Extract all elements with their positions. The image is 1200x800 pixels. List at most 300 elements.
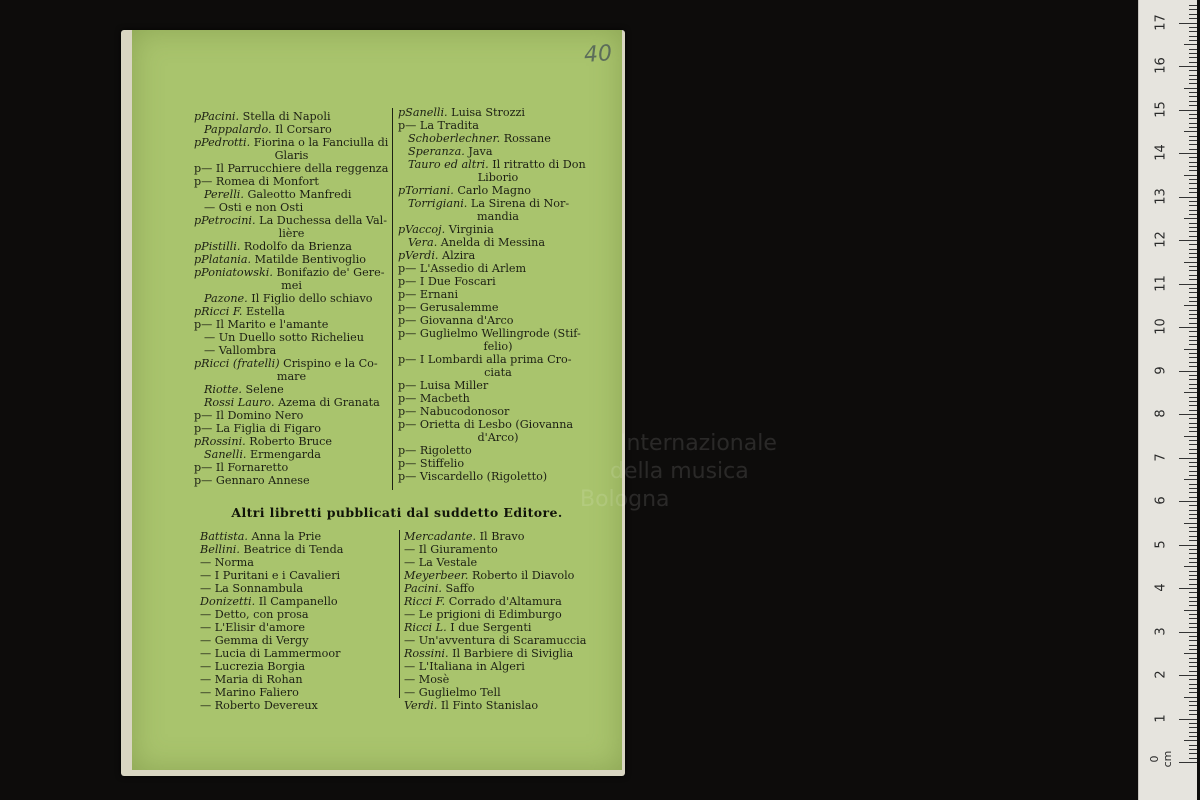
ruler-tick xyxy=(1189,449,1197,450)
ruler-tick xyxy=(1189,96,1197,97)
work-title: Il Figlio dello schiavo xyxy=(247,292,373,305)
catalog-entry xyxy=(398,119,598,132)
work-title: Estella xyxy=(242,305,285,318)
work-title: Il ritratto di Don xyxy=(488,158,586,171)
ruler-tick xyxy=(1189,714,1197,715)
catalog-entry xyxy=(398,132,598,145)
ruler-tick xyxy=(1189,297,1197,298)
ruler-tick xyxy=(1189,531,1197,532)
ruler-tick xyxy=(1189,288,1197,289)
work-title: p— Il Domino Nero xyxy=(194,409,304,422)
work-title: Il Finto Stanislao xyxy=(437,699,539,712)
work-title: — Il Giuramento xyxy=(404,543,498,556)
ruler-tick xyxy=(1179,588,1197,589)
work-title: p— Giovanna d'Arco xyxy=(398,314,514,327)
ruler-tick xyxy=(1189,662,1197,663)
ruler-tick xyxy=(1184,88,1197,89)
work-title: Galeotto Manfredi xyxy=(243,188,352,201)
ruler-number: 10 xyxy=(1153,318,1169,335)
work-title: ciata xyxy=(484,366,512,379)
ruler-tick xyxy=(1179,719,1197,720)
ruler-tick xyxy=(1189,614,1197,615)
column-divider-bottom xyxy=(399,530,400,698)
ruler-tick xyxy=(1189,623,1197,624)
catalog-entry xyxy=(194,383,389,396)
composer-name: Ricci L. xyxy=(404,621,447,634)
ruler-tick xyxy=(1189,201,1197,202)
ruler-tick xyxy=(1179,110,1197,111)
work-title: p— Gennaro Annese xyxy=(194,474,310,487)
work-title: lière xyxy=(278,227,305,240)
catalog-entry xyxy=(404,608,604,621)
ruler-number: 16 xyxy=(1153,57,1169,74)
ruler-tick xyxy=(1179,632,1197,633)
work-title: — Vallombra xyxy=(204,344,277,357)
work-title: — Gemma di Vergy xyxy=(200,634,309,647)
ruler-tick xyxy=(1189,679,1197,680)
catalog-entry xyxy=(194,435,389,448)
ruler-tick xyxy=(1189,597,1197,598)
composer-name: Pacini. xyxy=(404,582,442,595)
ruler-tick xyxy=(1179,675,1197,676)
ruler-tick xyxy=(1189,497,1197,498)
work-title: — Lucia di Lammermoor xyxy=(200,647,341,660)
ruler-tick xyxy=(1189,379,1197,380)
ruler-tick xyxy=(1179,66,1197,67)
catalog-entry xyxy=(194,474,389,487)
work-title: Il Bravo xyxy=(476,530,525,543)
ruler-tick xyxy=(1189,488,1197,489)
work-title: p— Romea di Monfort xyxy=(194,175,319,188)
catalog-entry xyxy=(194,162,389,175)
measuring-ruler xyxy=(1138,0,1197,800)
catalog-entry xyxy=(200,660,390,673)
handwritten-page-number: 40 xyxy=(583,41,613,68)
catalog-entry xyxy=(200,634,390,647)
work-title: p— Guglielmo Wellingrode (Stif- xyxy=(398,327,581,340)
ruler-tick xyxy=(1189,736,1197,737)
ruler-number: 0 cm xyxy=(1148,750,1174,768)
catalog-entry xyxy=(194,292,389,305)
ruler-number: 2 xyxy=(1153,670,1169,679)
catalog-entry xyxy=(398,197,598,210)
ruler-tick xyxy=(1184,436,1197,437)
ruler-tick xyxy=(1189,571,1197,572)
ruler-tick xyxy=(1189,344,1197,345)
work-title: p— Nabucodonosor xyxy=(398,405,510,418)
ruler-tick xyxy=(1189,179,1197,180)
ruler-tick xyxy=(1184,305,1197,306)
ruler-tick xyxy=(1184,175,1197,176)
composer-name: Riotte. xyxy=(204,383,242,396)
catalog-entry xyxy=(200,621,390,634)
ruler-tick xyxy=(1189,553,1197,554)
catalog-entry xyxy=(194,448,389,461)
work-title: La Duchessa della Val- xyxy=(255,214,388,227)
work-title: — Un'avventura di Scaramuccia xyxy=(404,634,587,647)
composer-name: pSanelli. xyxy=(398,106,448,119)
catalog-entry xyxy=(398,366,598,379)
catalog-entry xyxy=(194,188,389,201)
ruler-number: 4 xyxy=(1153,583,1169,592)
catalog-entry xyxy=(398,392,598,405)
ruler-tick xyxy=(1179,23,1197,24)
work-title: Roberto Bruce xyxy=(245,435,333,448)
work-title: — La Sonnambula xyxy=(200,582,304,595)
ruler-tick xyxy=(1189,701,1197,702)
catalog-entry xyxy=(398,301,598,314)
work-title: Saffo xyxy=(441,582,475,595)
work-title: — Norma xyxy=(200,556,254,569)
ruler-number: 5 xyxy=(1153,539,1169,549)
work-title: — Guglielmo Tell xyxy=(404,686,501,699)
ruler-tick xyxy=(1189,431,1197,432)
catalog-entry xyxy=(194,201,389,214)
ruler-tick xyxy=(1184,740,1197,741)
ruler-tick xyxy=(1189,536,1197,537)
ruler-tick xyxy=(1189,627,1197,628)
catalog-entry xyxy=(194,318,389,331)
ruler-tick xyxy=(1189,53,1197,54)
ruler-number: 13 xyxy=(1153,187,1169,205)
catalog-entry xyxy=(194,344,389,357)
ruler-tick xyxy=(1179,458,1197,459)
ruler-tick xyxy=(1189,340,1197,341)
catalog-entry xyxy=(200,569,390,582)
ruler-tick xyxy=(1189,758,1197,759)
ruler-tick xyxy=(1189,444,1197,445)
work-title: Rossane xyxy=(500,132,551,145)
catalog-entry xyxy=(194,110,389,123)
work-title: — Roberto Devereux xyxy=(200,699,318,712)
catalog-entry xyxy=(404,647,604,660)
work-title: — Osti e non Osti xyxy=(204,201,304,214)
ruler-tick xyxy=(1184,479,1197,480)
ruler-tick xyxy=(1189,601,1197,602)
composer-name: Vera. xyxy=(408,236,438,249)
ruler-tick xyxy=(1184,392,1197,393)
watermark xyxy=(540,430,840,514)
work-title: p— Stiffelio xyxy=(398,457,465,470)
composer-name: Rossi Lauro. xyxy=(204,396,275,409)
work-title: Roberto il Diavolo xyxy=(468,569,575,582)
composer-name: pPetrocini. xyxy=(194,214,256,227)
work-title: — Le prigioni di Edimburgo xyxy=(404,608,562,621)
work-title: p— L'Assedio di Arlem xyxy=(398,262,527,275)
ruler-tick xyxy=(1189,384,1197,385)
catalog-entry xyxy=(200,543,390,556)
composer-name: Verdi. xyxy=(404,699,438,712)
catalog-entry xyxy=(398,171,598,184)
ruler-tick xyxy=(1184,697,1197,698)
work-title: I due Sergenti xyxy=(446,621,532,634)
ruler-tick xyxy=(1189,118,1197,119)
ruler-tick xyxy=(1184,131,1197,132)
right-column-bottom xyxy=(404,530,604,712)
catalog-entry xyxy=(200,608,390,621)
catalog-entry xyxy=(404,530,604,543)
ruler-tick xyxy=(1189,75,1197,76)
composer-name: pPistilli. xyxy=(194,240,241,253)
work-title: p— I Lombardi alla prima Cro- xyxy=(398,353,572,366)
ruler-tick xyxy=(1189,127,1197,128)
work-title: Glaris xyxy=(274,149,309,162)
ruler-tick xyxy=(1189,357,1197,358)
composer-name: Meyerbeer. xyxy=(404,569,469,582)
ruler-tick xyxy=(1184,523,1197,524)
work-title: p— I Due Foscari xyxy=(398,275,496,288)
ruler-tick xyxy=(1189,231,1197,232)
ruler-number: 12 xyxy=(1153,231,1169,248)
catalog-entry xyxy=(404,686,604,699)
catalog-entry xyxy=(398,379,598,392)
ruler-tick xyxy=(1184,566,1197,567)
catalog-entry xyxy=(398,405,598,418)
ruler-tick xyxy=(1179,240,1197,241)
composer-name: pRicci (fratelli) xyxy=(194,357,280,370)
ruler-tick xyxy=(1189,423,1197,424)
ruler-tick xyxy=(1189,292,1197,293)
ruler-tick xyxy=(1179,327,1197,328)
ruler-tick xyxy=(1189,105,1197,106)
ruler-tick xyxy=(1189,266,1197,267)
catalog-entry xyxy=(398,223,598,236)
ruler-tick xyxy=(1179,501,1197,502)
ruler-tick xyxy=(1179,371,1197,372)
ruler-tick xyxy=(1189,362,1197,363)
ruler-tick xyxy=(1189,244,1197,245)
watermark-line: Internazionale xyxy=(620,431,777,456)
catalog-entry xyxy=(200,582,390,595)
catalog-entry xyxy=(404,543,604,556)
composer-name: pRossini. xyxy=(194,435,246,448)
catalog-entry xyxy=(398,249,598,262)
ruler-tick xyxy=(1189,579,1197,580)
work-title: Anelda di Messina xyxy=(437,236,545,249)
catalog-entry xyxy=(398,184,598,197)
work-title: mare xyxy=(276,370,307,383)
ruler-tick xyxy=(1189,440,1197,441)
work-title: Il Barbiere di Siviglia xyxy=(448,647,574,660)
catalog-entry xyxy=(398,145,598,158)
ruler-number: 3 xyxy=(1153,626,1169,636)
composer-name: Rossini. xyxy=(404,647,449,660)
ruler-tick xyxy=(1184,262,1197,263)
ruler-tick xyxy=(1189,505,1197,506)
catalog-entry xyxy=(404,582,604,595)
watermark-line: Bologna xyxy=(580,487,670,512)
ruler-tick xyxy=(1179,153,1197,154)
catalog-entry xyxy=(194,136,389,149)
ruler-tick xyxy=(1189,410,1197,411)
ruler-tick xyxy=(1189,401,1197,402)
work-title: Corrado d'Altamura xyxy=(445,595,562,608)
ruler-tick xyxy=(1189,562,1197,563)
ruler-number: 8 xyxy=(1153,409,1169,418)
work-title: Fiorina o la Fanciulla di xyxy=(250,136,389,149)
ruler-tick xyxy=(1189,253,1197,254)
work-title: Luisa Strozzi xyxy=(447,106,525,119)
work-title: p— Macbeth xyxy=(398,392,470,405)
ruler-tick xyxy=(1184,610,1197,611)
work-title: Il Corsaro xyxy=(271,123,332,136)
work-title: Matilde Bentivoglio xyxy=(251,253,367,266)
ruler-tick xyxy=(1189,375,1197,376)
catalog-entry xyxy=(194,396,389,409)
ruler-tick xyxy=(1189,418,1197,419)
ruler-tick xyxy=(1189,484,1197,485)
ruler-tick xyxy=(1189,749,1197,750)
ruler-tick xyxy=(1189,558,1197,559)
ruler-tick xyxy=(1189,331,1197,332)
work-title: Ermengarda xyxy=(246,448,321,461)
ruler-number: 15 xyxy=(1153,100,1169,118)
ruler-tick xyxy=(1189,79,1197,80)
ruler-tick xyxy=(1189,592,1197,593)
left-column-bottom xyxy=(200,530,390,712)
catalog-entry xyxy=(194,422,389,435)
catalog-entry xyxy=(398,106,598,119)
ruler-tick xyxy=(1189,336,1197,337)
catalog-entry xyxy=(194,461,389,474)
ruler-number: 9 xyxy=(1153,365,1169,375)
work-title: Carlo Magno xyxy=(453,184,532,197)
catalog-entry xyxy=(398,262,598,275)
ruler-tick xyxy=(1189,658,1197,659)
ruler-tick xyxy=(1189,236,1197,237)
ruler-tick xyxy=(1189,249,1197,250)
catalog-entry xyxy=(398,340,598,353)
catalog-entry xyxy=(200,686,390,699)
ruler-tick xyxy=(1189,397,1197,398)
ruler-number: 6 xyxy=(1153,496,1169,505)
work-title: Liborio xyxy=(477,171,519,184)
ruler-tick xyxy=(1189,188,1197,189)
ruler-tick xyxy=(1189,462,1197,463)
ruler-tick xyxy=(1189,18,1197,19)
ruler-tick xyxy=(1189,427,1197,428)
ruler-tick xyxy=(1189,136,1197,137)
catalog-entry xyxy=(404,634,604,647)
catalog-entry xyxy=(194,214,389,227)
right-column-top xyxy=(398,106,598,483)
catalog-entry xyxy=(398,236,598,249)
work-title: p— Rigoletto xyxy=(398,444,472,457)
ruler-tick xyxy=(1189,745,1197,746)
catalog-entry xyxy=(194,357,389,370)
ruler-tick xyxy=(1179,284,1197,285)
catalog-entry xyxy=(194,253,389,266)
ruler-tick xyxy=(1189,166,1197,167)
work-title: mei xyxy=(281,279,302,292)
composer-name: Mercadante. xyxy=(404,530,477,543)
composer-name: Torrigiani. xyxy=(408,197,468,210)
ruler-tick xyxy=(1189,301,1197,302)
ruler-tick xyxy=(1189,123,1197,124)
ruler-tick xyxy=(1189,671,1197,672)
ruler-tick xyxy=(1189,514,1197,515)
ruler-tick xyxy=(1189,14,1197,15)
catalog-entry xyxy=(404,699,604,712)
work-title: d'Arco) xyxy=(477,431,519,444)
ruler-tick xyxy=(1189,510,1197,511)
catalog-entry xyxy=(194,305,389,318)
work-title: Crispino e la Co- xyxy=(279,357,378,370)
work-title: Java xyxy=(464,145,493,158)
catalog-entry xyxy=(404,595,604,608)
work-title: mandia xyxy=(477,210,519,223)
work-title: La Sirena di Nor- xyxy=(467,197,570,210)
composer-name: Ricci F. xyxy=(404,595,446,608)
ruler-tick xyxy=(1189,227,1197,228)
work-title: p— Il Fornaretto xyxy=(194,461,289,474)
composer-name: Schoberlechner. xyxy=(408,132,501,145)
composer-name: pPacini. xyxy=(194,110,240,123)
catalog-entry xyxy=(404,569,604,582)
ruler-tick xyxy=(1189,36,1197,37)
work-title: p— La Figlia di Figaro xyxy=(194,422,321,435)
work-title: p— Gerusalemme xyxy=(398,301,499,314)
ruler-tick xyxy=(1189,605,1197,606)
ruler-tick xyxy=(1189,405,1197,406)
work-title: — Lucrezia Borgia xyxy=(200,660,306,673)
ruler-tick xyxy=(1189,310,1197,311)
ruler-tick xyxy=(1189,192,1197,193)
catalog-entry xyxy=(194,227,389,240)
ruler-tick xyxy=(1189,92,1197,93)
catalog-entry xyxy=(200,647,390,660)
ruler-tick xyxy=(1189,170,1197,171)
ruler-tick xyxy=(1189,83,1197,84)
work-title: Bonifazio de' Gere- xyxy=(272,266,385,279)
ruler-tick xyxy=(1189,353,1197,354)
ruler-tick xyxy=(1184,44,1197,45)
ruler-tick xyxy=(1189,518,1197,519)
ruler-tick xyxy=(1189,62,1197,63)
catalog-entry xyxy=(200,595,390,608)
ruler-tick xyxy=(1189,70,1197,71)
ruler-tick xyxy=(1189,275,1197,276)
ruler-tick xyxy=(1179,414,1197,415)
catalog-entry xyxy=(398,327,598,340)
ruler-tick xyxy=(1189,205,1197,206)
catalog-entry xyxy=(194,240,389,253)
ruler-tick xyxy=(1189,157,1197,158)
catalog-entry xyxy=(200,530,390,543)
catalog-entry xyxy=(398,314,598,327)
ruler-tick xyxy=(1189,140,1197,141)
ruler-tick xyxy=(1189,279,1197,280)
ruler-tick xyxy=(1189,684,1197,685)
ruler-tick xyxy=(1179,545,1197,546)
composer-name: pPoniatowski. xyxy=(194,266,273,279)
work-title: — L'Elisir d'amore xyxy=(200,621,306,634)
composer-name: Tauro ed altri. xyxy=(408,158,489,171)
work-title: Virginia xyxy=(445,223,494,236)
catalog-entry xyxy=(398,353,598,366)
catalog-entry xyxy=(404,660,604,673)
ruler-tick xyxy=(1189,618,1197,619)
work-title: — La Vestale xyxy=(404,556,478,569)
work-title: — L'Italiana in Algeri xyxy=(404,660,525,673)
ruler-tick xyxy=(1189,214,1197,215)
ruler-tick xyxy=(1189,640,1197,641)
section-title: Altri libretti pubblicati dal suddetto Editore. xyxy=(231,505,563,520)
composer-name: Donizetti. xyxy=(200,595,256,608)
ruler-tick xyxy=(1189,314,1197,315)
catalog-entry xyxy=(194,279,389,292)
ruler-tick xyxy=(1189,223,1197,224)
